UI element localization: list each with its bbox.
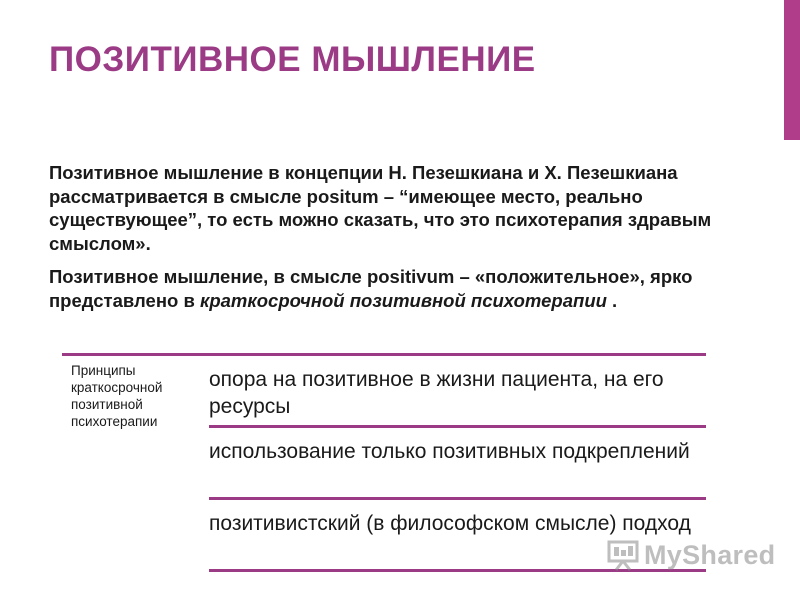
principle-item (209, 428, 706, 500)
presentation-board-icon (606, 538, 640, 572)
paragraph-positivum (49, 265, 749, 312)
paragraph-positum: Позитивное мышление в концепции Н. Пезешкиана и Х. Пезешкиана рассматривается в смысле positum – “имеющее место, реально существующее”, то есть можно сказать, что это психотерапия здравым смыслом». (49, 162, 712, 254)
accent-bar (784, 0, 800, 140)
watermark-text: MyShared (644, 539, 776, 570)
paragraph-positivum-emphasis: краткосрочной позитивной психотерапии (199, 289, 607, 311)
principle-item (209, 356, 706, 428)
paragraph-positivum-end: . (606, 289, 618, 311)
watermark (606, 536, 775, 574)
principle-text: позитивистский (в философском смысле) подход (209, 512, 691, 535)
principle-text: использование только позитивных подкреплений (209, 440, 690, 463)
principle-text: опора на позитивное в жизни пациента, на его ресурсы (209, 368, 664, 418)
principles-label: Принципы краткосрочной позитивной психотерапии (71, 363, 163, 429)
slide-title: ПОЗИТИВНОЕ МЫШЛЕНИЕ (49, 40, 536, 79)
slide-body (49, 161, 749, 322)
paragraph-positivum-start: Позитивное мышление, в смысле positivum – «положительное», ярко представлено в (49, 266, 693, 311)
